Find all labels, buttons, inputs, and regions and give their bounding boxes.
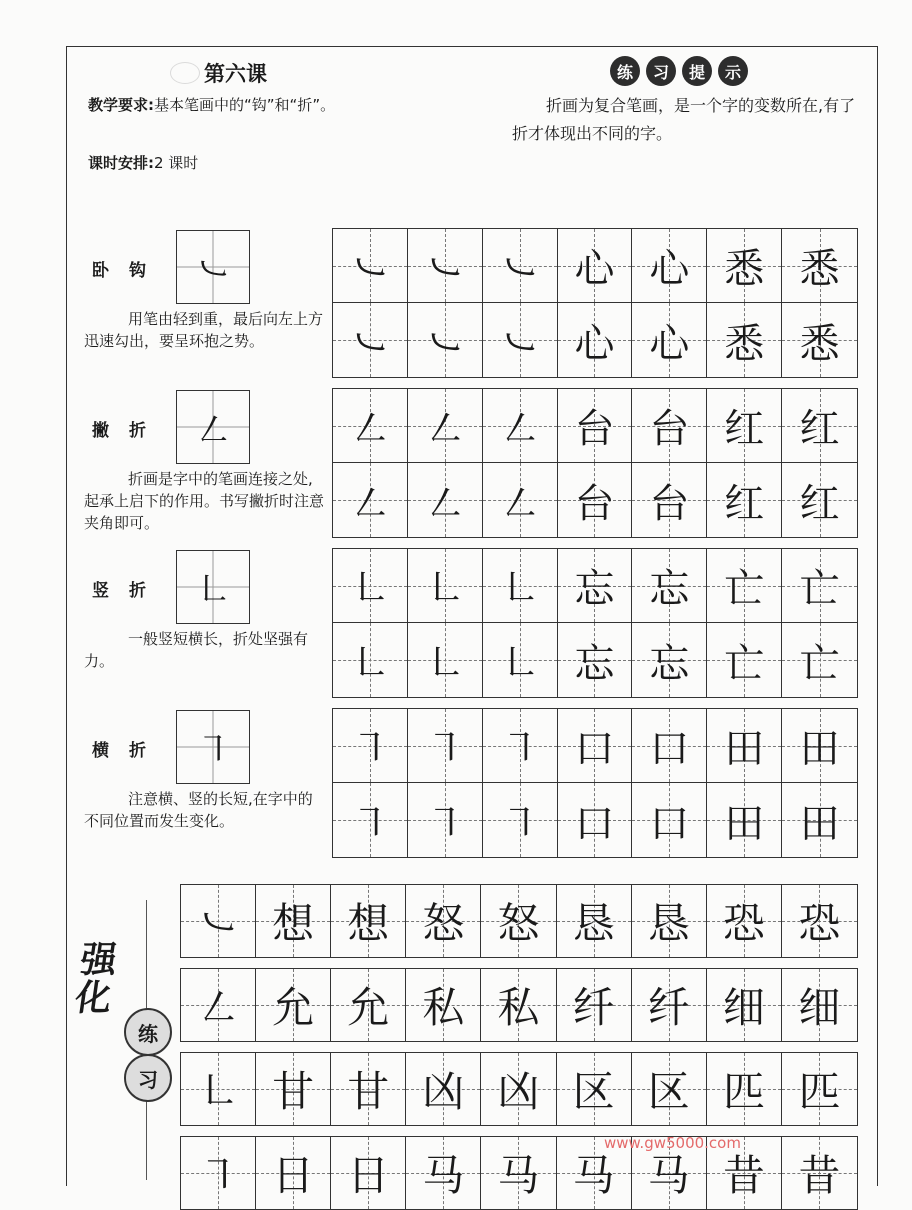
grid-character: ㇕ xyxy=(349,800,390,847)
grid-cell xyxy=(632,463,707,537)
grid-cell xyxy=(483,549,558,623)
grid-cell xyxy=(181,1053,256,1125)
grid-character: 区 xyxy=(572,1067,615,1116)
grid-character: 纤 xyxy=(572,983,615,1032)
grid-cell xyxy=(333,229,408,303)
grid-cell xyxy=(707,389,782,463)
grid-character: 纤 xyxy=(647,983,690,1032)
grid-character: 马 xyxy=(422,1151,465,1200)
grid-cell xyxy=(181,969,256,1041)
grid-character: ㇗ xyxy=(499,640,540,687)
grid-cell xyxy=(558,463,633,537)
grid-character: ㇜ xyxy=(349,406,390,452)
grid-character: ㇃ xyxy=(499,320,540,367)
stroke-description: 用笔由轻到重，最后向左上方迅速勾出，要呈环抱之势。 xyxy=(84,310,324,350)
grid-cell xyxy=(782,303,857,377)
grid-cell xyxy=(707,1053,782,1125)
reinforcement-row xyxy=(180,1052,858,1126)
grid-cell xyxy=(632,623,707,697)
grid-cell xyxy=(707,303,782,377)
stroke-sample-glyph: ㇕ xyxy=(194,729,231,771)
grid-character: ㇜ xyxy=(424,480,465,527)
grid-cell xyxy=(558,549,633,623)
grid-cell xyxy=(408,229,483,303)
grid-character: 田 xyxy=(724,726,765,772)
grid-character: ㇗ xyxy=(349,566,390,612)
teaching-requirement: 教学要求:基本笔画中的“钩”和“折”。 xyxy=(88,96,336,114)
stroke-sample-glyph: ㇜ xyxy=(194,409,231,451)
reinforcement-row xyxy=(180,968,858,1042)
grid-cell xyxy=(181,1137,256,1209)
grid-character: 恐 xyxy=(798,899,841,948)
grid-cell xyxy=(707,709,782,783)
grid-character: 凶 xyxy=(497,1067,540,1116)
grid-cell xyxy=(481,1137,556,1209)
grid-character: 甘 xyxy=(272,1067,315,1116)
stroke-label: 横折 xyxy=(92,741,166,761)
grid-cell xyxy=(331,1137,406,1209)
grid-character: 匹 xyxy=(722,1067,765,1116)
grid-cell xyxy=(333,463,408,537)
grid-character: ㇃ xyxy=(499,246,540,292)
grid-cell xyxy=(782,389,857,463)
grid-cell xyxy=(782,885,857,957)
practice-badge: 练 xyxy=(124,1008,172,1056)
grid-cell xyxy=(782,1137,857,1209)
stroke-practice-grid xyxy=(332,228,858,378)
grid-cell xyxy=(483,463,558,537)
grid-cell xyxy=(782,623,857,697)
stroke-label: 竖折 xyxy=(92,581,166,601)
grid-character: 悉 xyxy=(724,246,765,292)
grid-character: ㇃ xyxy=(349,320,390,367)
grid-character: 细 xyxy=(722,983,765,1032)
grid-character: 红 xyxy=(799,406,840,452)
stroke-label: 撇折 xyxy=(92,421,166,441)
practice-label: 强化 xyxy=(72,940,120,1019)
grid-character: ㇃ xyxy=(424,320,465,367)
grid-cell xyxy=(483,623,558,697)
reinforcement-row xyxy=(180,884,858,958)
class-schedule: 课时安排:2 课时 xyxy=(88,154,199,172)
grid-character: 亡 xyxy=(799,640,840,687)
watermark: www.gw5000.com xyxy=(604,1134,741,1152)
grid-cell xyxy=(408,389,483,463)
grid-cell xyxy=(557,969,632,1041)
stroke-sample-glyph: ㇗ xyxy=(194,569,231,611)
tip-badge: 提 xyxy=(682,56,712,86)
grid-character: 田 xyxy=(724,800,765,847)
grid-cell xyxy=(333,303,408,377)
stroke-sample-box xyxy=(176,710,250,784)
grid-cell xyxy=(333,389,408,463)
grid-character: 心 xyxy=(649,320,690,367)
grid-cell xyxy=(707,229,782,303)
grid-character: ㇕ xyxy=(499,726,540,772)
grid-cell xyxy=(707,969,782,1041)
grid-character: 口 xyxy=(649,800,690,847)
grid-character: ㇕ xyxy=(424,726,465,772)
grid-character: 允 xyxy=(347,983,390,1032)
grid-character: 怒 xyxy=(497,899,540,948)
grid-cell xyxy=(632,389,707,463)
grid-character: ㇗ xyxy=(197,1067,240,1116)
grid-character: 忘 xyxy=(649,566,690,612)
stroke-practice-grid xyxy=(332,548,858,698)
grid-character: ㇜ xyxy=(349,480,390,527)
grid-cell xyxy=(483,783,558,857)
grid-character: 悉 xyxy=(724,320,765,367)
grid-character: 想 xyxy=(272,899,315,948)
grid-character: 亡 xyxy=(724,566,765,612)
grid-character: ㇜ xyxy=(499,480,540,527)
grid-character: 马 xyxy=(647,1151,690,1200)
grid-cell xyxy=(557,885,632,957)
grid-character: 恳 xyxy=(647,899,690,948)
grid-cell xyxy=(256,885,331,957)
grid-character: 亡 xyxy=(724,640,765,687)
stroke-description: 折画是字中的笔画连接之处,起承上启下的作用。书写撇折时注意夹角即可。 xyxy=(84,470,325,532)
grid-character: ㇃ xyxy=(349,246,390,292)
grid-cell xyxy=(707,549,782,623)
grid-character: 台 xyxy=(649,406,690,452)
grid-cell xyxy=(632,303,707,377)
grid-character: ㇕ xyxy=(197,1151,240,1200)
grid-character: 日 xyxy=(347,1151,390,1200)
grid-cell xyxy=(558,709,633,783)
stroke-description: 注意横、竖的长短,在字中的不同位置而发生变化。 xyxy=(84,790,313,830)
grid-cell xyxy=(256,969,331,1041)
grid-cell xyxy=(408,709,483,783)
tip-badge: 示 xyxy=(718,56,748,86)
grid-character: 允 xyxy=(272,983,315,1032)
grid-character: 甘 xyxy=(347,1067,390,1116)
grid-cell xyxy=(406,1053,481,1125)
lesson-title: 第六课 xyxy=(204,62,267,86)
grid-cell xyxy=(408,549,483,623)
grid-cell xyxy=(558,623,633,697)
practice-badge: 习 xyxy=(124,1054,172,1102)
grid-character: ㇜ xyxy=(499,406,540,452)
grid-cell xyxy=(782,709,857,783)
grid-cell xyxy=(632,549,707,623)
stroke-sample-box xyxy=(176,390,250,464)
grid-cell xyxy=(408,783,483,857)
grid-cell xyxy=(632,969,707,1041)
grid-cell xyxy=(181,885,256,957)
grid-character: ㇃ xyxy=(197,899,240,948)
grid-cell xyxy=(558,303,633,377)
grid-cell xyxy=(483,303,558,377)
grid-character: 忘 xyxy=(574,640,615,687)
grid-character: ㇜ xyxy=(424,406,465,452)
grid-character: 怒 xyxy=(422,899,465,948)
tip-text: 折画为复合笔画，是一个字的变数所在,有了折才体现出不同的字。 xyxy=(512,96,856,143)
grid-cell xyxy=(333,549,408,623)
grid-character: ㇗ xyxy=(424,640,465,687)
grid-cell xyxy=(408,623,483,697)
grid-character: ㇕ xyxy=(424,800,465,847)
grid-cell xyxy=(406,969,481,1041)
stroke-practice-grid xyxy=(332,708,858,858)
grid-character: 想 xyxy=(347,899,390,948)
tip-badge: 练 xyxy=(610,56,640,86)
grid-cell xyxy=(557,1053,632,1125)
grid-cell xyxy=(558,389,633,463)
grid-cell xyxy=(707,623,782,697)
grid-character: 区 xyxy=(647,1067,690,1116)
grid-character: 昔 xyxy=(798,1151,841,1200)
grid-cell xyxy=(782,229,857,303)
grid-character: ㇜ xyxy=(197,983,240,1032)
grid-character: 马 xyxy=(497,1151,540,1200)
grid-cell xyxy=(558,229,633,303)
grid-character: 悉 xyxy=(799,320,840,367)
grid-character: 匹 xyxy=(798,1067,841,1116)
grid-character: 私 xyxy=(422,983,465,1032)
grid-cell xyxy=(408,303,483,377)
grid-cell xyxy=(632,709,707,783)
grid-character: ㇗ xyxy=(499,566,540,612)
grid-cell xyxy=(333,623,408,697)
grid-cell xyxy=(331,1053,406,1125)
grid-cell xyxy=(481,969,556,1041)
tip-badge: 习 xyxy=(646,56,676,86)
grid-character: 口 xyxy=(649,726,690,772)
grid-cell xyxy=(333,783,408,857)
grid-cell xyxy=(483,709,558,783)
grid-cell xyxy=(707,885,782,957)
grid-cell xyxy=(632,783,707,857)
stroke-sample-box xyxy=(176,550,250,624)
grid-character: 忘 xyxy=(649,640,690,687)
grid-cell xyxy=(632,1053,707,1125)
grid-cell xyxy=(782,463,857,537)
grid-cell xyxy=(256,1053,331,1125)
grid-character: 心 xyxy=(574,320,615,367)
grid-character: 马 xyxy=(572,1151,615,1200)
grid-cell xyxy=(782,1053,857,1125)
grid-character: 台 xyxy=(649,480,690,527)
grid-character: 心 xyxy=(649,246,690,292)
grid-cell xyxy=(331,969,406,1041)
grid-character: 红 xyxy=(724,480,765,527)
grid-cell xyxy=(707,783,782,857)
title-ornament-icon xyxy=(170,62,200,84)
grid-character: 红 xyxy=(724,406,765,452)
grid-cell xyxy=(782,783,857,857)
grid-character: 日 xyxy=(272,1151,315,1200)
grid-character: 台 xyxy=(574,406,615,452)
grid-cell xyxy=(707,463,782,537)
grid-character: ㇗ xyxy=(424,566,465,612)
grid-cell xyxy=(256,1137,331,1209)
grid-cell xyxy=(406,885,481,957)
grid-character: ㇕ xyxy=(499,800,540,847)
grid-cell xyxy=(408,463,483,537)
grid-cell xyxy=(331,885,406,957)
stroke-label: 卧钩 xyxy=(92,261,166,281)
grid-cell xyxy=(558,783,633,857)
grid-cell xyxy=(632,229,707,303)
grid-character: 口 xyxy=(574,800,615,847)
grid-character: ㇕ xyxy=(349,726,390,772)
grid-character: 台 xyxy=(574,480,615,527)
grid-character: 昔 xyxy=(722,1151,765,1200)
grid-cell xyxy=(406,1137,481,1209)
grid-character: 田 xyxy=(799,726,840,772)
stroke-description: 一般竖短横长，折处坚强有力。 xyxy=(84,630,309,670)
grid-character: 田 xyxy=(799,800,840,847)
grid-cell xyxy=(483,389,558,463)
grid-character: 凶 xyxy=(422,1067,465,1116)
grid-cell xyxy=(782,549,857,623)
grid-character: 心 xyxy=(574,246,615,292)
reinforcement-row xyxy=(180,1136,858,1210)
grid-character: 恐 xyxy=(722,899,765,948)
grid-cell xyxy=(333,709,408,783)
grid-cell xyxy=(481,1053,556,1125)
grid-character: 亡 xyxy=(799,566,840,612)
grid-character: ㇗ xyxy=(349,640,390,687)
grid-character: 红 xyxy=(799,480,840,527)
grid-character: 悉 xyxy=(799,246,840,292)
grid-character: 忘 xyxy=(574,566,615,612)
grid-character: 恳 xyxy=(572,899,615,948)
stroke-sample-glyph: ㇃ xyxy=(194,249,231,291)
grid-character: 口 xyxy=(574,726,615,772)
stroke-practice-grid xyxy=(332,388,858,538)
grid-cell xyxy=(483,229,558,303)
practice-tips-badges xyxy=(610,56,748,86)
grid-character: ㇃ xyxy=(424,246,465,292)
grid-character: 私 xyxy=(497,983,540,1032)
grid-cell xyxy=(782,969,857,1041)
grid-cell xyxy=(481,885,556,957)
grid-cell xyxy=(632,885,707,957)
grid-character: 细 xyxy=(798,983,841,1032)
stroke-sample-box xyxy=(176,230,250,304)
